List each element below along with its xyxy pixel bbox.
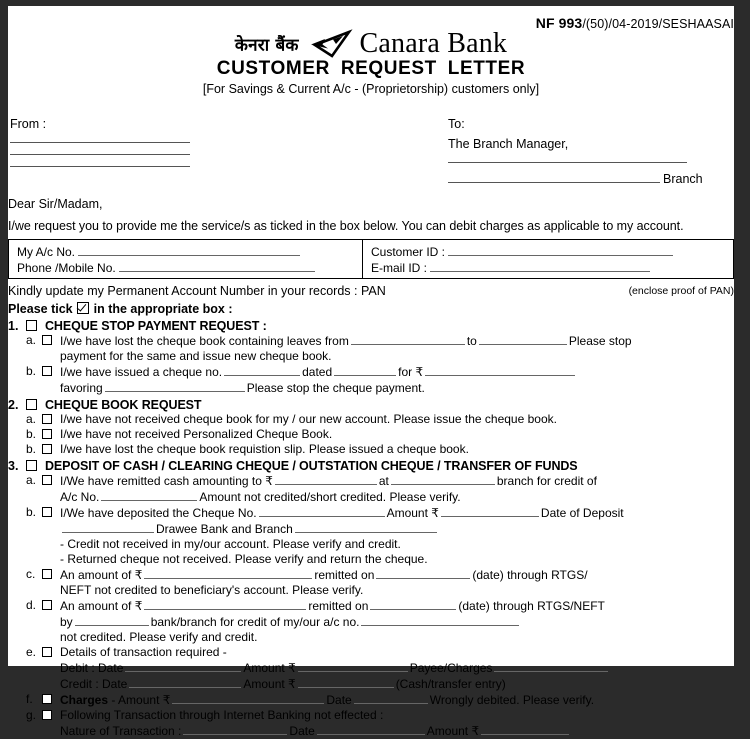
item-3d	[8, 598, 734, 645]
item-3c-letter: c.	[26, 567, 36, 581]
item-3g-amount-input[interactable]	[481, 723, 569, 735]
branch-input-line[interactable]	[448, 182, 660, 183]
item-3b-dash-2: - Returned cheque not received. Please verify and return the cheque.	[60, 552, 428, 566]
item-3d-text-3: not credited. Please verify and credit.	[60, 630, 258, 644]
item-3g-nature-input[interactable]	[183, 723, 287, 735]
item-3c-text-3: NEFT not credited to beneficiary's account. Please verify.	[60, 583, 364, 597]
item-3g-letter: g.	[26, 708, 37, 722]
item-3d-by-label: by	[60, 615, 73, 629]
section-1-number: 1.	[8, 319, 19, 333]
item-3a-checkbox[interactable]	[42, 475, 52, 485]
item-3e-payee-label: Payee/Charges	[409, 661, 493, 675]
item-3b-dod-label: Date of Deposit	[540, 506, 624, 520]
item-2a-checkbox[interactable]	[42, 414, 52, 424]
item-2c-letter: b.	[26, 442, 37, 456]
item-3b-amount-label: Amount ₹	[386, 506, 439, 520]
item-3f-text-2: Wrongly debited. Please verify.	[429, 693, 595, 707]
branch-label: Branch	[663, 172, 703, 186]
from-to-block	[8, 117, 734, 195]
bank-logo-row	[8, 28, 734, 60]
ac-no-row	[17, 244, 356, 260]
section-3-number: 3.	[8, 459, 19, 473]
item-3a-text-1: I/We have remitted cash amounting to ₹	[60, 474, 273, 488]
document-header	[8, 6, 734, 94]
item-2b-text: I/we have not received Personalized Cheque Book.	[60, 427, 333, 441]
item-3e-letter: e.	[26, 645, 37, 659]
item-3b-dash-1: - Credit not received in my/our account. Please verify and credit.	[60, 537, 401, 551]
item-2a-text: I/we have not received cheque book for my / our new account. Please issue the cheque book.	[60, 412, 557, 426]
branch-line-row	[448, 171, 732, 186]
item-3b-letter: b.	[26, 505, 37, 519]
item-1b-chequeno-input[interactable]	[224, 364, 300, 376]
customer-id-row	[371, 244, 727, 260]
item-3d-text-2: (date) through RTGS/NEFT	[458, 599, 605, 613]
from-line-3[interactable]	[10, 166, 190, 167]
item-2a-letter: a.	[26, 412, 37, 426]
tick-instruction-before: Please tick	[8, 302, 73, 316]
item-3f-date-input[interactable]	[354, 692, 428, 704]
ac-no-label: My A/c No.	[17, 245, 76, 259]
item-1b-text-1: I/we have issued a cheque no.	[60, 365, 223, 379]
from-block	[10, 117, 310, 167]
item-1a-text-3: payment for the same and issue new cheque book.	[60, 349, 332, 363]
item-1b-for-label: for ₹	[398, 365, 424, 379]
pan-text: Kindly update my Permanent Account Number in your records : PAN	[8, 284, 386, 298]
email-label: E-mail ID :	[371, 261, 428, 275]
item-2b-letter: b.	[26, 427, 37, 441]
item-3e-text-1: Details of transaction required -	[60, 645, 227, 659]
item-3b-text-1: I/We have deposited the Cheque No.	[60, 506, 257, 520]
item-3g-checkbox[interactable]	[42, 710, 52, 720]
item-3e	[8, 645, 734, 692]
item-3f-letter: f.	[26, 692, 33, 706]
item-3g-date-input[interactable]	[317, 723, 425, 735]
checkmark-icon	[77, 302, 89, 314]
item-2c-checkbox[interactable]	[42, 444, 52, 454]
to-label: To:	[448, 117, 465, 131]
account-details-box	[8, 239, 734, 279]
form-code-suffix: /(50)/04-2019/SESHAASAI	[582, 17, 734, 31]
phone-label: Phone /Mobile No.	[17, 261, 116, 275]
item-2b	[8, 427, 734, 442]
item-3c-text-2: (date) through RTGS/	[472, 568, 588, 582]
item-3c-remitted-label: remitted on	[314, 568, 375, 582]
account-box-left	[9, 240, 363, 278]
item-3a-letter: a.	[26, 473, 37, 487]
customer-id-label: Customer ID :	[371, 245, 446, 259]
tick-instruction-after: in the appropriate box :	[93, 302, 233, 316]
item-3a-acno-input[interactable]	[101, 489, 197, 501]
item-3d-letter: d.	[26, 598, 37, 612]
pan-row	[8, 284, 734, 300]
section-2-header	[8, 398, 734, 412]
email-input[interactable]	[430, 260, 650, 272]
to-line-1[interactable]	[448, 162, 687, 163]
account-box-right	[363, 240, 733, 278]
section-3-header	[8, 459, 734, 473]
item-3c-amount-input[interactable]	[144, 567, 312, 579]
item-2c	[8, 442, 734, 457]
item-3g	[8, 708, 734, 739]
section-2-number: 2.	[8, 398, 19, 412]
item-3b-dod-input[interactable]	[62, 521, 154, 533]
item-3e-debit-amount-label: Amount ₹	[243, 661, 296, 675]
item-3a-at-label: at	[378, 474, 389, 488]
item-1a-checkbox[interactable]	[42, 335, 52, 345]
tick-instruction	[8, 302, 734, 316]
item-3e-debit-date-input[interactable]	[125, 660, 241, 672]
item-1b-favoring-label: favoring	[60, 381, 103, 395]
item-3d-text-1: An amount of ₹	[60, 599, 143, 613]
item-3c-body	[60, 567, 734, 598]
form-code-prefix: NF 993	[535, 15, 583, 31]
phone-input[interactable]	[119, 260, 315, 272]
item-3a-text-3: Amount not credited/short credited. Please verify.	[199, 490, 461, 504]
item-3e-credit-date-input[interactable]	[129, 676, 241, 688]
to-block	[448, 117, 732, 186]
bank-name-hindi: केनरा बैंक	[234, 35, 299, 56]
item-1a-text-1: I/we have lost the cheque book containing leaves from	[60, 334, 349, 348]
request-sections	[8, 319, 734, 739]
item-3d-checkbox[interactable]	[42, 600, 52, 610]
item-3e-payee-input[interactable]	[494, 660, 608, 672]
phone-row	[17, 260, 356, 276]
item-2c-text: I/we have lost the cheque book requistion slip. Please issued a cheque book.	[60, 442, 469, 456]
from-line-1[interactable]	[10, 142, 190, 143]
item-1b-checkbox[interactable]	[42, 366, 52, 376]
item-3a-text-2: branch for credit of	[496, 474, 597, 488]
item-3d-body	[60, 598, 734, 645]
item-3g-amount-label: Amount ₹	[426, 724, 480, 738]
item-1a	[8, 333, 734, 364]
item-3e-checkbox[interactable]	[42, 647, 52, 657]
page-title: CUSTOMER REQUEST LETTER	[216, 58, 526, 79]
section-3-title: DEPOSIT OF CASH / CLEARING CHEQUE / OUTSTATION CHEQUE / TRANSFER OF FUNDS	[45, 459, 578, 473]
ac-no-input[interactable]	[78, 244, 300, 256]
item-3b-checkbox[interactable]	[42, 507, 52, 517]
item-3b-body	[60, 505, 734, 567]
item-3a-body	[60, 473, 734, 505]
item-3e-cash-label: (Cash/transfer entry)	[395, 677, 506, 691]
branch-manager-label: The Branch Manager,	[448, 137, 569, 151]
item-1b-letter: b.	[26, 364, 37, 378]
item-3f-date-label: Date	[326, 693, 352, 707]
page-subtitle: [For Savings & Current A/c - (Proprietorship) customers only]	[202, 82, 540, 96]
item-3f-checkbox[interactable]	[42, 694, 52, 704]
item-1b-date-input[interactable]	[334, 364, 396, 376]
item-2b-checkbox[interactable]	[42, 429, 52, 439]
pan-note: (enclose proof of PAN)	[628, 285, 734, 297]
item-3d-amount-input[interactable]	[144, 598, 306, 610]
item-2a	[8, 412, 734, 427]
item-3e-body	[60, 645, 734, 692]
item-3e-credit-amount-label: Amount ₹	[243, 677, 296, 691]
item-3g-date-label: Date	[289, 724, 315, 738]
item-3g-text-1: Following Transaction through Internet Banking not effected :	[60, 708, 384, 722]
section-3-checkbox[interactable]	[26, 460, 37, 471]
item-1b-text-2: Please stop the cheque payment.	[246, 381, 425, 395]
section-2-title: CHEQUE BOOK REQUEST	[45, 398, 202, 412]
item-3c-text-1: An amount of ₹	[60, 568, 143, 582]
item-3b-drawee-input[interactable]	[295, 521, 437, 533]
item-1a-to-input[interactable]	[479, 333, 567, 345]
bank-name: Canara Bank	[359, 28, 508, 59]
item-3d-acno-input[interactable]	[361, 614, 519, 626]
section-1-title: CHEQUE STOP PAYMENT REQUEST :	[45, 319, 267, 333]
item-1a-from-input[interactable]	[351, 333, 465, 345]
item-3f-amount-input[interactable]	[172, 692, 324, 704]
item-3a-amount-input[interactable]	[275, 473, 377, 485]
customer-id-input[interactable]	[448, 244, 673, 256]
item-1b-body	[60, 364, 734, 396]
item-3e-credit-label: Credit : Date	[60, 677, 128, 691]
item-3a-branch-input[interactable]	[391, 473, 495, 485]
item-3g-nature-label: Nature of Transaction :	[60, 724, 182, 738]
item-3d-remitted-label: remitted on	[308, 599, 369, 613]
item-3f-charges-label: Charges	[60, 693, 109, 707]
item-3d-bank-input[interactable]	[75, 614, 149, 626]
item-3d-date-input[interactable]	[370, 598, 456, 610]
section-1-checkbox[interactable]	[26, 320, 37, 331]
item-3c-date-input[interactable]	[376, 567, 470, 579]
item-1b-amount-input[interactable]	[425, 364, 575, 376]
salutation: Dear Sir/Madam,	[8, 197, 103, 211]
item-3e-debit-amount-input[interactable]	[298, 660, 408, 672]
item-3b-amount-input[interactable]	[441, 505, 539, 517]
item-1b-dated-label: dated	[302, 365, 333, 379]
item-3b-drawee-label: Drawee Bank and Branch	[156, 522, 293, 536]
item-1a-to-label: to	[466, 334, 477, 348]
item-3a	[8, 473, 734, 505]
item-3a-acno-label: A/c No.	[60, 490, 100, 504]
document-page	[8, 6, 734, 738]
item-1b-favoring-input[interactable]	[105, 380, 245, 392]
item-3e-debit-label: Debit : Date	[60, 661, 124, 675]
intro-paragraph: I/we request you to provide me the service/s as ticked in the box below. You can debit charges as applicable to my account.	[8, 219, 684, 233]
section-2-checkbox[interactable]	[26, 399, 37, 410]
item-3f-amount-label: - Amount ₹	[111, 693, 171, 707]
item-3e-credit-amount-input[interactable]	[298, 676, 394, 688]
item-1a-text-2: Please stop	[568, 334, 632, 348]
item-1a-body	[60, 333, 734, 364]
item-3c-checkbox[interactable]	[42, 569, 52, 579]
item-3c	[8, 567, 734, 598]
item-3g-body	[60, 708, 734, 739]
item-3b	[8, 505, 734, 567]
email-row	[371, 260, 727, 276]
item-1b	[8, 364, 734, 396]
section-1-header	[8, 319, 734, 333]
canara-bank-logo-icon	[308, 30, 352, 58]
item-3f	[8, 692, 734, 708]
item-1a-letter: a.	[26, 333, 37, 347]
item-3f-body	[60, 692, 734, 708]
item-3b-chequeno-input[interactable]	[259, 505, 385, 517]
from-line-2[interactable]	[10, 154, 190, 155]
from-label: From :	[10, 117, 47, 131]
item-3d-bank-label: bank/branch for credit of my/our a/c no.	[150, 615, 360, 629]
